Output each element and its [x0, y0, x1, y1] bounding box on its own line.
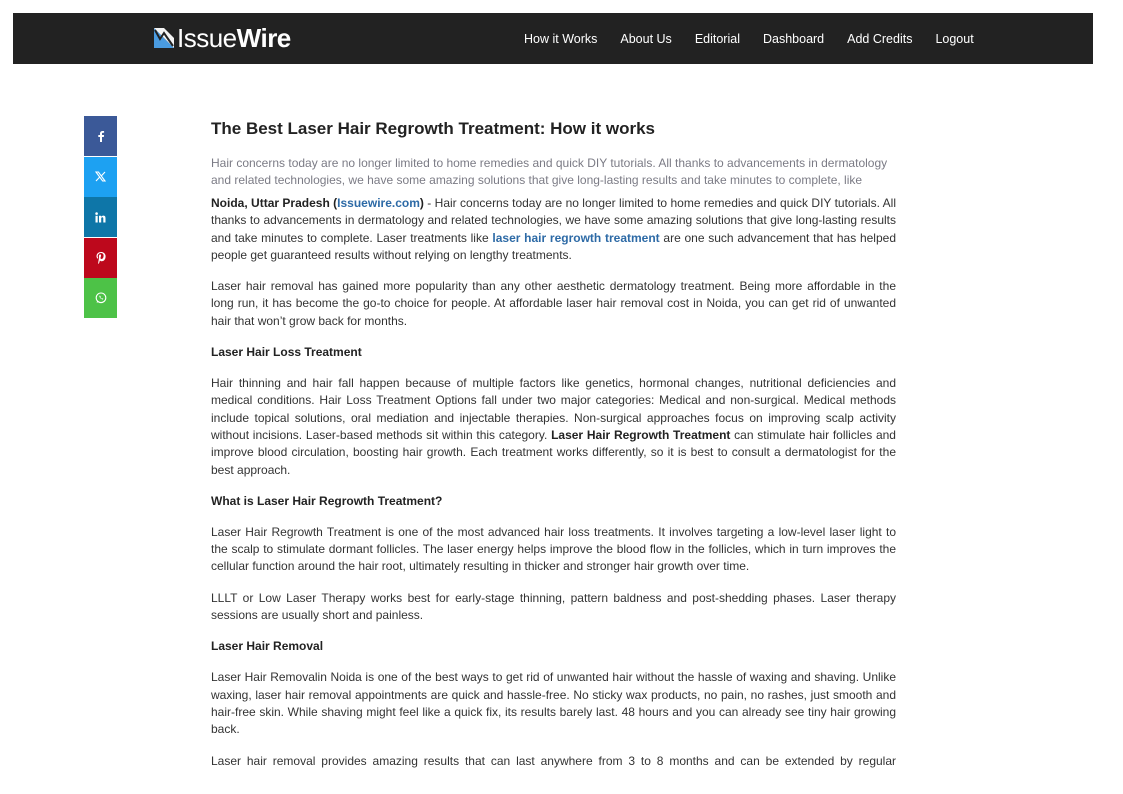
nav-dashboard[interactable]: Dashboard	[762, 31, 825, 46]
article-paragraph: Laser hair removal has gained more popularity than any other aesthetic dermatology treatment. Being more affordable in the long run, it has become the go-to choice for people. At affordable laser hair removal cost in Noida, you can get rid of unwanted hair that won’t grow back for months.	[211, 279, 896, 328]
logo-text-bold: Wire	[236, 23, 291, 53]
source-link[interactable]: Issuewire.com	[337, 196, 420, 210]
article-paragraph: LLLT or Low Laser Therapy works best for early-stage thinning, pattern baldness and post-shedding phases. Laser therapy sessions are usually short and painless.	[211, 590, 896, 623]
dateline: Noida, Uttar Pradesh (	[211, 196, 338, 210]
nav-about-us[interactable]: About Us	[620, 31, 672, 46]
article-paragraph: Laser hair removal provides amazing results that can last anywhere from 3 to 8 months and can be extended by regular	[211, 753, 896, 768]
issuewire-logo-icon	[152, 26, 176, 50]
section-heading: Laser Hair Removal	[211, 639, 324, 654]
share-whatsapp-button[interactable]	[84, 278, 117, 318]
article-paragraph: Laser Hair Regrowth Treatment is one of the most advanced hair loss treatments. It involves targeting a low-level laser light to the scalp to stimulate dormant follicles. The laser energy helps improve the blood flow in the follicles, which in turn improves the cellular function around the hair root, ultimately resulting in thicker and stronger hair growth over time.	[211, 524, 896, 574]
laser-hair-regrowth-link[interactable]: laser hair regrowth treatment	[492, 230, 660, 245]
nav-logout[interactable]: Logout	[935, 31, 974, 46]
nav-editorial[interactable]: Editorial	[694, 31, 740, 46]
paragraph-text: are one such advancement that has helped people get guaranteed results without relying on lengthy treatments.	[211, 230, 896, 262]
article-paragraph: Laser Hair Removalin Noida is one of the best ways to get rid of unwanted hair without the hassle of waxing and shaving. Unlike waxing, laser hair removal appointments are quick and hassle-free. No sticky wax products, no pain, no rashes, just smooth and hair-free skin. While shaving might feel like a quick fix, its results barely last. 48 hours and you can already see tiny hair growing back.	[211, 670, 896, 737]
share-x-button[interactable]	[84, 157, 117, 197]
social-share-bar	[84, 116, 117, 319]
article-paragraph	[211, 375, 896, 479]
section-heading: What is Laser Hair Regrowth Treatment?	[211, 493, 443, 508]
issuewire-logo[interactable]	[152, 22, 291, 54]
logo-text-thin: Issue	[177, 23, 237, 53]
article-paragraph	[211, 195, 896, 264]
article-title: The Best Laser Hair Regrowth Treatment: How it works	[211, 119, 655, 138]
article	[211, 117, 896, 784]
paragraph-text: can stimulate hair follicles and improve blood circulation, boosting hair growth. Each treatment works differently, so it is best to consult a dermatologist for the best approach.	[211, 427, 896, 477]
nav-menu	[524, 13, 997, 64]
linkedin-icon	[95, 212, 106, 223]
pinterest-icon	[96, 252, 106, 264]
article-summary: Hair concerns today are no longer limited to home remedies and quick DIY tutorials. All thanks to advancements in dermatology and related technologies, we have some amazing solutions that give long-lasting results and take minutes to complete, like	[211, 156, 888, 187]
top-navbar	[13, 13, 1093, 64]
x-icon	[95, 171, 106, 182]
section-heading: Laser Hair Loss Treatment	[211, 345, 362, 360]
paragraph-text: - Hair concerns today are no longer limited to home remedies and quick DIY tutorials. All thanks to advancements in dermatology and related technologies, we have some amazing solutions that give long-lasting results and take minutes to complete. Laser treatments like	[211, 196, 896, 245]
share-facebook-button[interactable]	[84, 116, 117, 156]
logo-text	[177, 22, 291, 54]
share-pinterest-button[interactable]	[84, 238, 117, 278]
whatsapp-icon	[95, 292, 107, 304]
facebook-icon	[95, 130, 107, 142]
dateline-end: )	[419, 196, 428, 210]
share-linkedin-button[interactable]	[84, 197, 117, 237]
paragraph-text: Hair thinning and hair fall happen because of multiple factors like genetics, hormonal changes, nutritional deficiencies and medical conditions. Hair Loss Treatment Options fall under two major categories: Medical and non-surgical. Medical methods include topical solutions, oral mediation and injectable therapies. Non-surgical approaches focus on improving scalp activity without incisions. Laser-based methods sit within this category.	[211, 376, 896, 442]
nav-add-credits[interactable]: Add Credits	[847, 31, 913, 46]
bold-phrase: Laser Hair Regrowth Treatment	[551, 427, 731, 442]
nav-how-it-works[interactable]: How it Works	[524, 31, 598, 46]
